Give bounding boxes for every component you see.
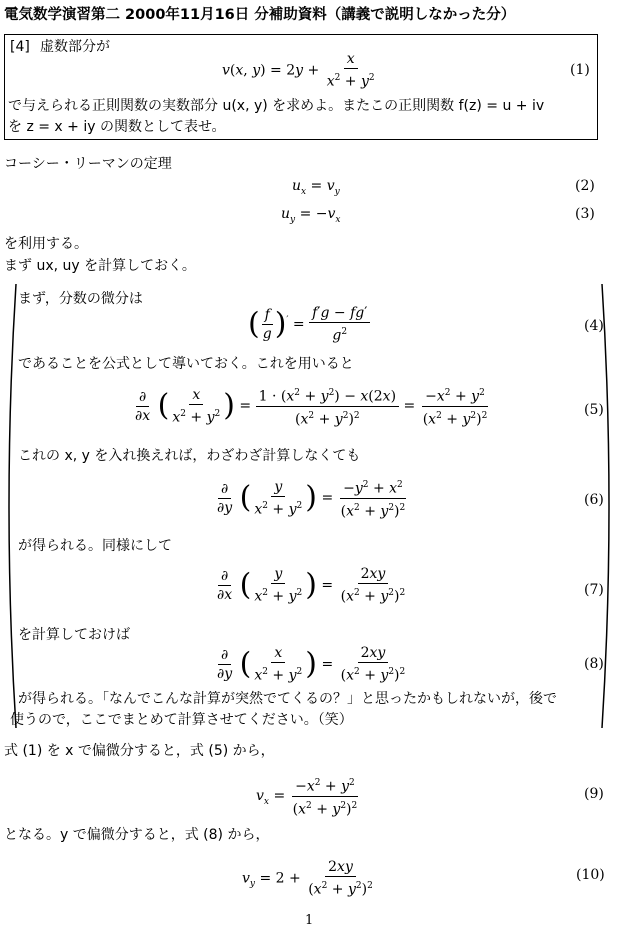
equation-2: $u_x = v_y$ [292,178,340,197]
eqno-9: (9) [584,786,604,802]
problem-number: [4] [10,39,30,55]
equation-6: $\frac{\partial}{\partial y}$ ( $\frac{y}{x^2 + y^2}$ ) = $\frac{-y^2 + x^2}{(x^2 + y^2)^2}$ [214,476,408,520]
left-paren [0,282,20,730]
aside-line3: これの x, y を入れ換えれば，わざわざ計算しなくても [18,448,361,464]
eqno-5: (5) [584,402,604,418]
problem-line3: を z = x + iy の関数として表せ。 [8,119,226,135]
equation-7: $\frac{\partial}{\partial x}$ ( $\frac{y}{x^2 + y^2}$ ) = $\frac{2xy}{(x^2 + y^2)^2}$ [217,566,406,605]
equation-1: v(x, y) = 2y + $\frac{x}{x^2 + y^2}$ [222,51,375,90]
eqno-2: (2) [575,178,595,194]
use-text: を利用する。 [4,236,88,252]
aside-line5: を計算しておけば [18,627,130,643]
equation-5: $\frac{\partial}{\partial x}$ ( $\frac{x}{x^2 + y^2}$ ) = $\frac{1 \cdot (x^2 + y^2) - x(2x)}{(x^2 + y^2)^2}$ = $\frac{-x^2 + y^2}{(x^2 + y^2)^2}$ [132,384,490,428]
after-line1: 式 (1) を x で偏微分すると，式 (5) から， [4,743,275,759]
page-number: 1 [305,913,314,928]
equation-4: ( $\frac{f}{g}$ )′ = $\frac{f'g - fg'}{g^2}$ [248,304,370,345]
aside-line2: であることを公式として導いておく。これを用いると [18,356,354,372]
eqno-6: (6) [584,492,604,508]
equation-9: $v_x$ = $\frac{-x^2 + y^2}{(x^2 + y^2)^2}$ [256,774,360,818]
aside-line6: が得られる。「なんでこんな計算が突然でてくるの？」と思ったかもしれないが，後で [18,691,557,707]
after-line2: となる。y で偏微分すると，式 (8) から， [4,827,270,843]
eqno-4: (4) [584,318,604,334]
aside-line7: 使うので，ここでまとめて計算させてください。（笑） [10,712,353,728]
eqno-10: (10) [576,867,605,883]
document-title: 電気数学演習第二 2000年11月16日 分補助資料（講義で説明しなかった分） [4,7,516,23]
problem-line2: で与えられる正則関数の実数部分 u(x, y) を求めよ。またこの正則関数 f(z) = u + iv [8,98,545,114]
problem-lead: 虚数部分が [40,39,110,55]
section-heading: コーシー・リーマンの定理 [4,156,172,172]
eqno-8: (8) [584,656,604,672]
aside-line1: まず，分数の微分は [18,291,143,307]
aside-line4: が得られる。同様にして [18,538,172,554]
equation-10: $v_y = 2$ + $\frac{2xy}{(x^2 + y^2)^2}$ [242,859,373,898]
equation-8: $\frac{\partial}{\partial y}$ ( $\frac{x}{x^2 + y^2}$ ) = $\frac{2xy}{(x^2 + y^2)^2}$ [217,645,406,684]
eqno-3: (3) [575,206,595,222]
eqno-1: (1) [570,62,590,78]
equation-3: $u_y = -v_x$ [281,206,341,225]
first-text: まず ux, uy を計算しておく。 [4,258,196,274]
eqno-7: (7) [584,582,604,598]
